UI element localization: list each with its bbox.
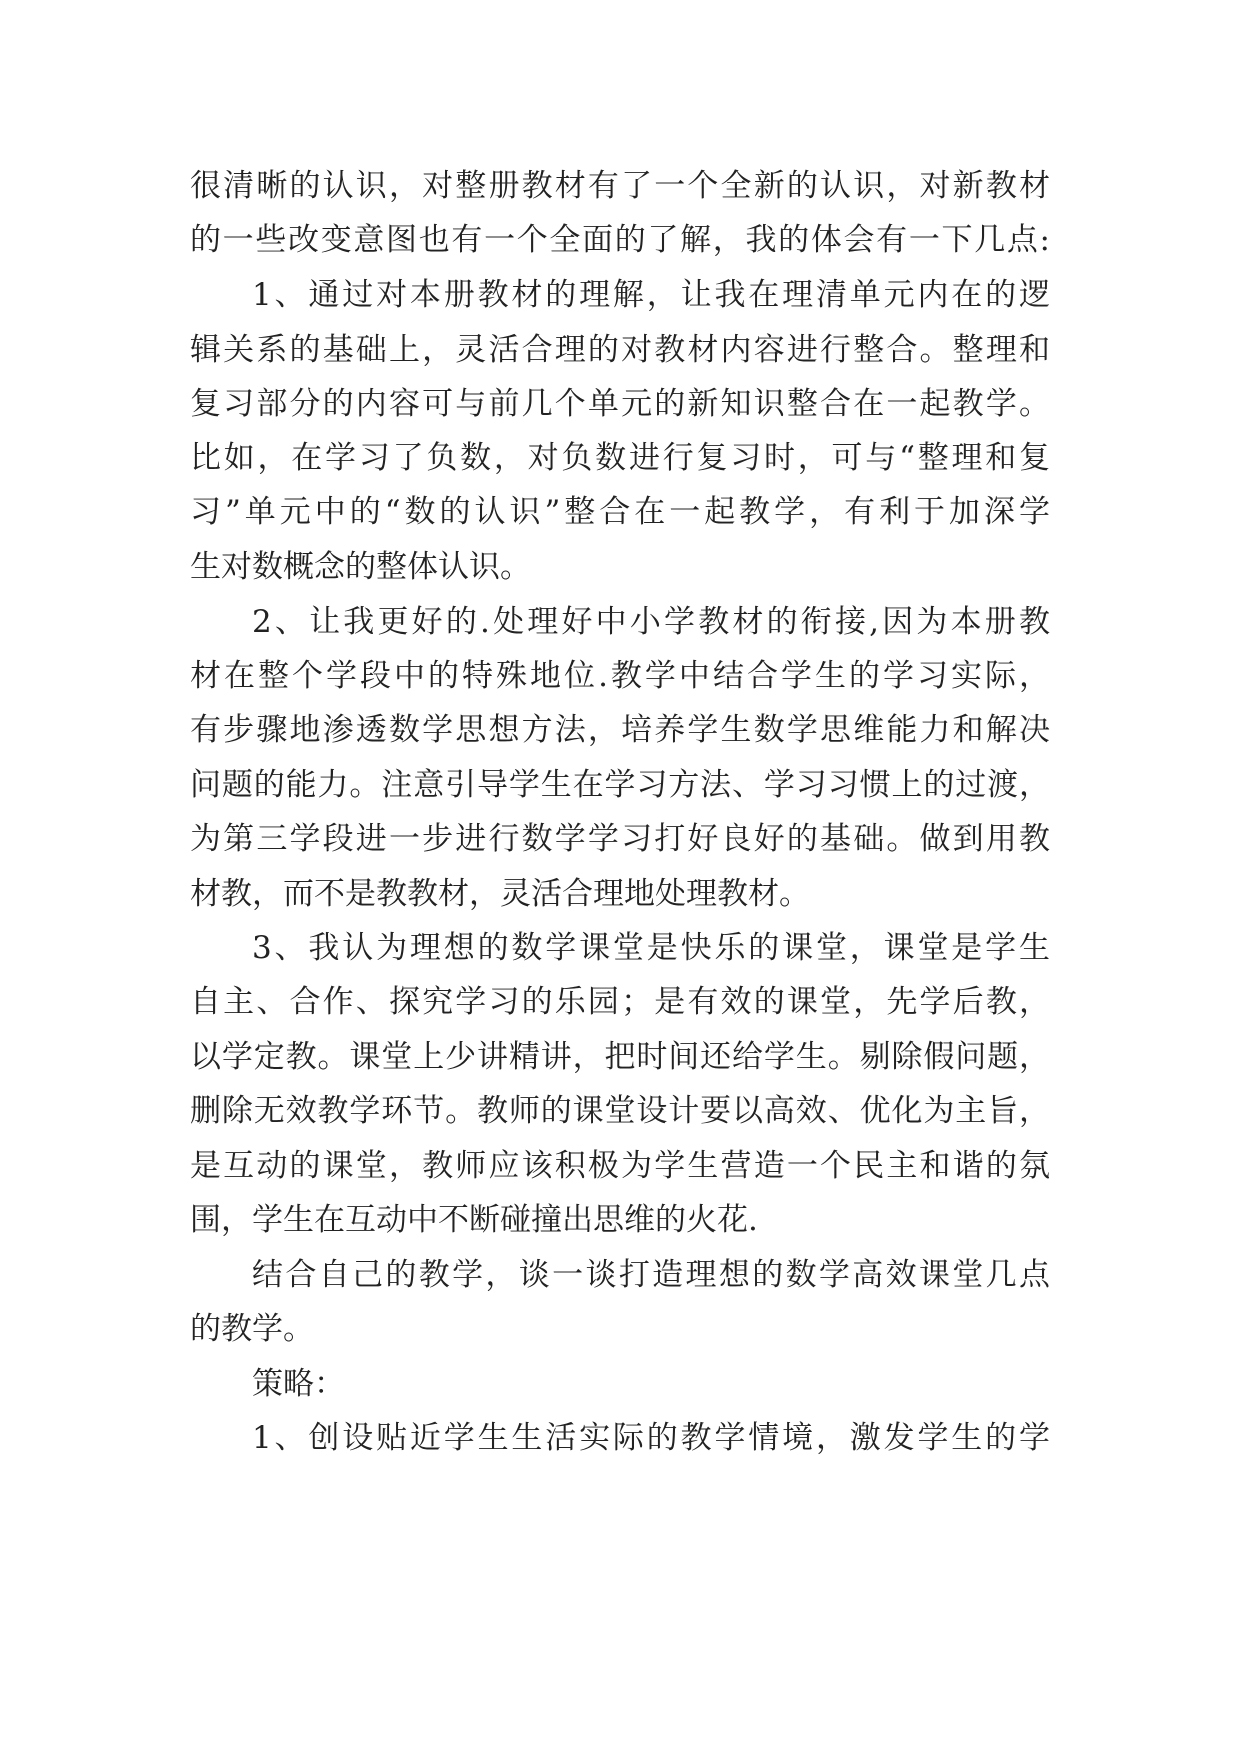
text-line: 的一些改变意图也有一个全面的了解，我的体会有一下几点: — [190, 222, 1050, 258]
text-line: 材在整个学段中的特殊地位.教学中结合学生的学习实际， — [190, 658, 1050, 694]
text-line: 辑关系的基础上，灵活合理的对教材内容进行整合。整理和 — [190, 332, 1050, 368]
text-line: 2、让我更好的.处理好中小学教材的衔接,因为本册教 — [252, 604, 1050, 640]
text-line: 生对数概念的整体认识。 — [190, 549, 531, 585]
text-line: 以学定教。课堂上少讲精讲，把时间还给学生。剔除假问题， — [190, 1039, 1050, 1075]
text-line: 自主、合作、探究学习的乐园；是有效的课堂，先学后教， — [190, 984, 1050, 1020]
text-line: 1、创设贴近学生生活实际的教学情境，激发学生的学 — [252, 1420, 1050, 1456]
text-line: 是互动的课堂，教师应该积极为学生营造一个民主和谐的氛 — [190, 1148, 1050, 1184]
text-line: 策略： — [252, 1366, 345, 1402]
text-line: 复习部分的内容可与前几个单元的新知识整合在一起教学。 — [190, 386, 1050, 422]
text-line: 材教，而不是教教材，灵活合理地处理教材。 — [190, 876, 810, 912]
text-line: 删除无效教学环节。教师的课堂设计要以高效、优化为主旨， — [190, 1093, 1050, 1129]
text-line: 的教学。 — [190, 1311, 314, 1347]
text-line: 围，学生在互动中不断碰撞出思维的火花. — [190, 1202, 758, 1238]
text-line: 为第三学段进一步进行数学学习打好良好的基础。做到用教 — [190, 821, 1050, 857]
text-line: 很清晰的认识，对整册教材有了一个全新的认识，对新教材 — [190, 168, 1050, 204]
text-line: 有步骤地渗透数学思想方法，培养学生数学思维能力和解决 — [190, 712, 1050, 748]
text-line: 3、我认为理想的数学课堂是快乐的课堂，课堂是学生 — [252, 930, 1050, 966]
text-line: 结合自己的教学，谈一谈打造理想的数学高效课堂几点 — [252, 1257, 1050, 1293]
text-line: 问题的能力。注意引导学生在学习方法、学习习惯上的过渡， — [190, 767, 1050, 803]
text-line: 1、通过对本册教材的理解，让我在理清单元内在的逻 — [252, 277, 1050, 313]
text-line: 比如，在学习了负数，对负数进行复习时，可与“整理和复 — [190, 440, 1050, 476]
text-line: 习”单元中的“数的认识”整合在一起教学，有利于加深学 — [190, 494, 1050, 530]
